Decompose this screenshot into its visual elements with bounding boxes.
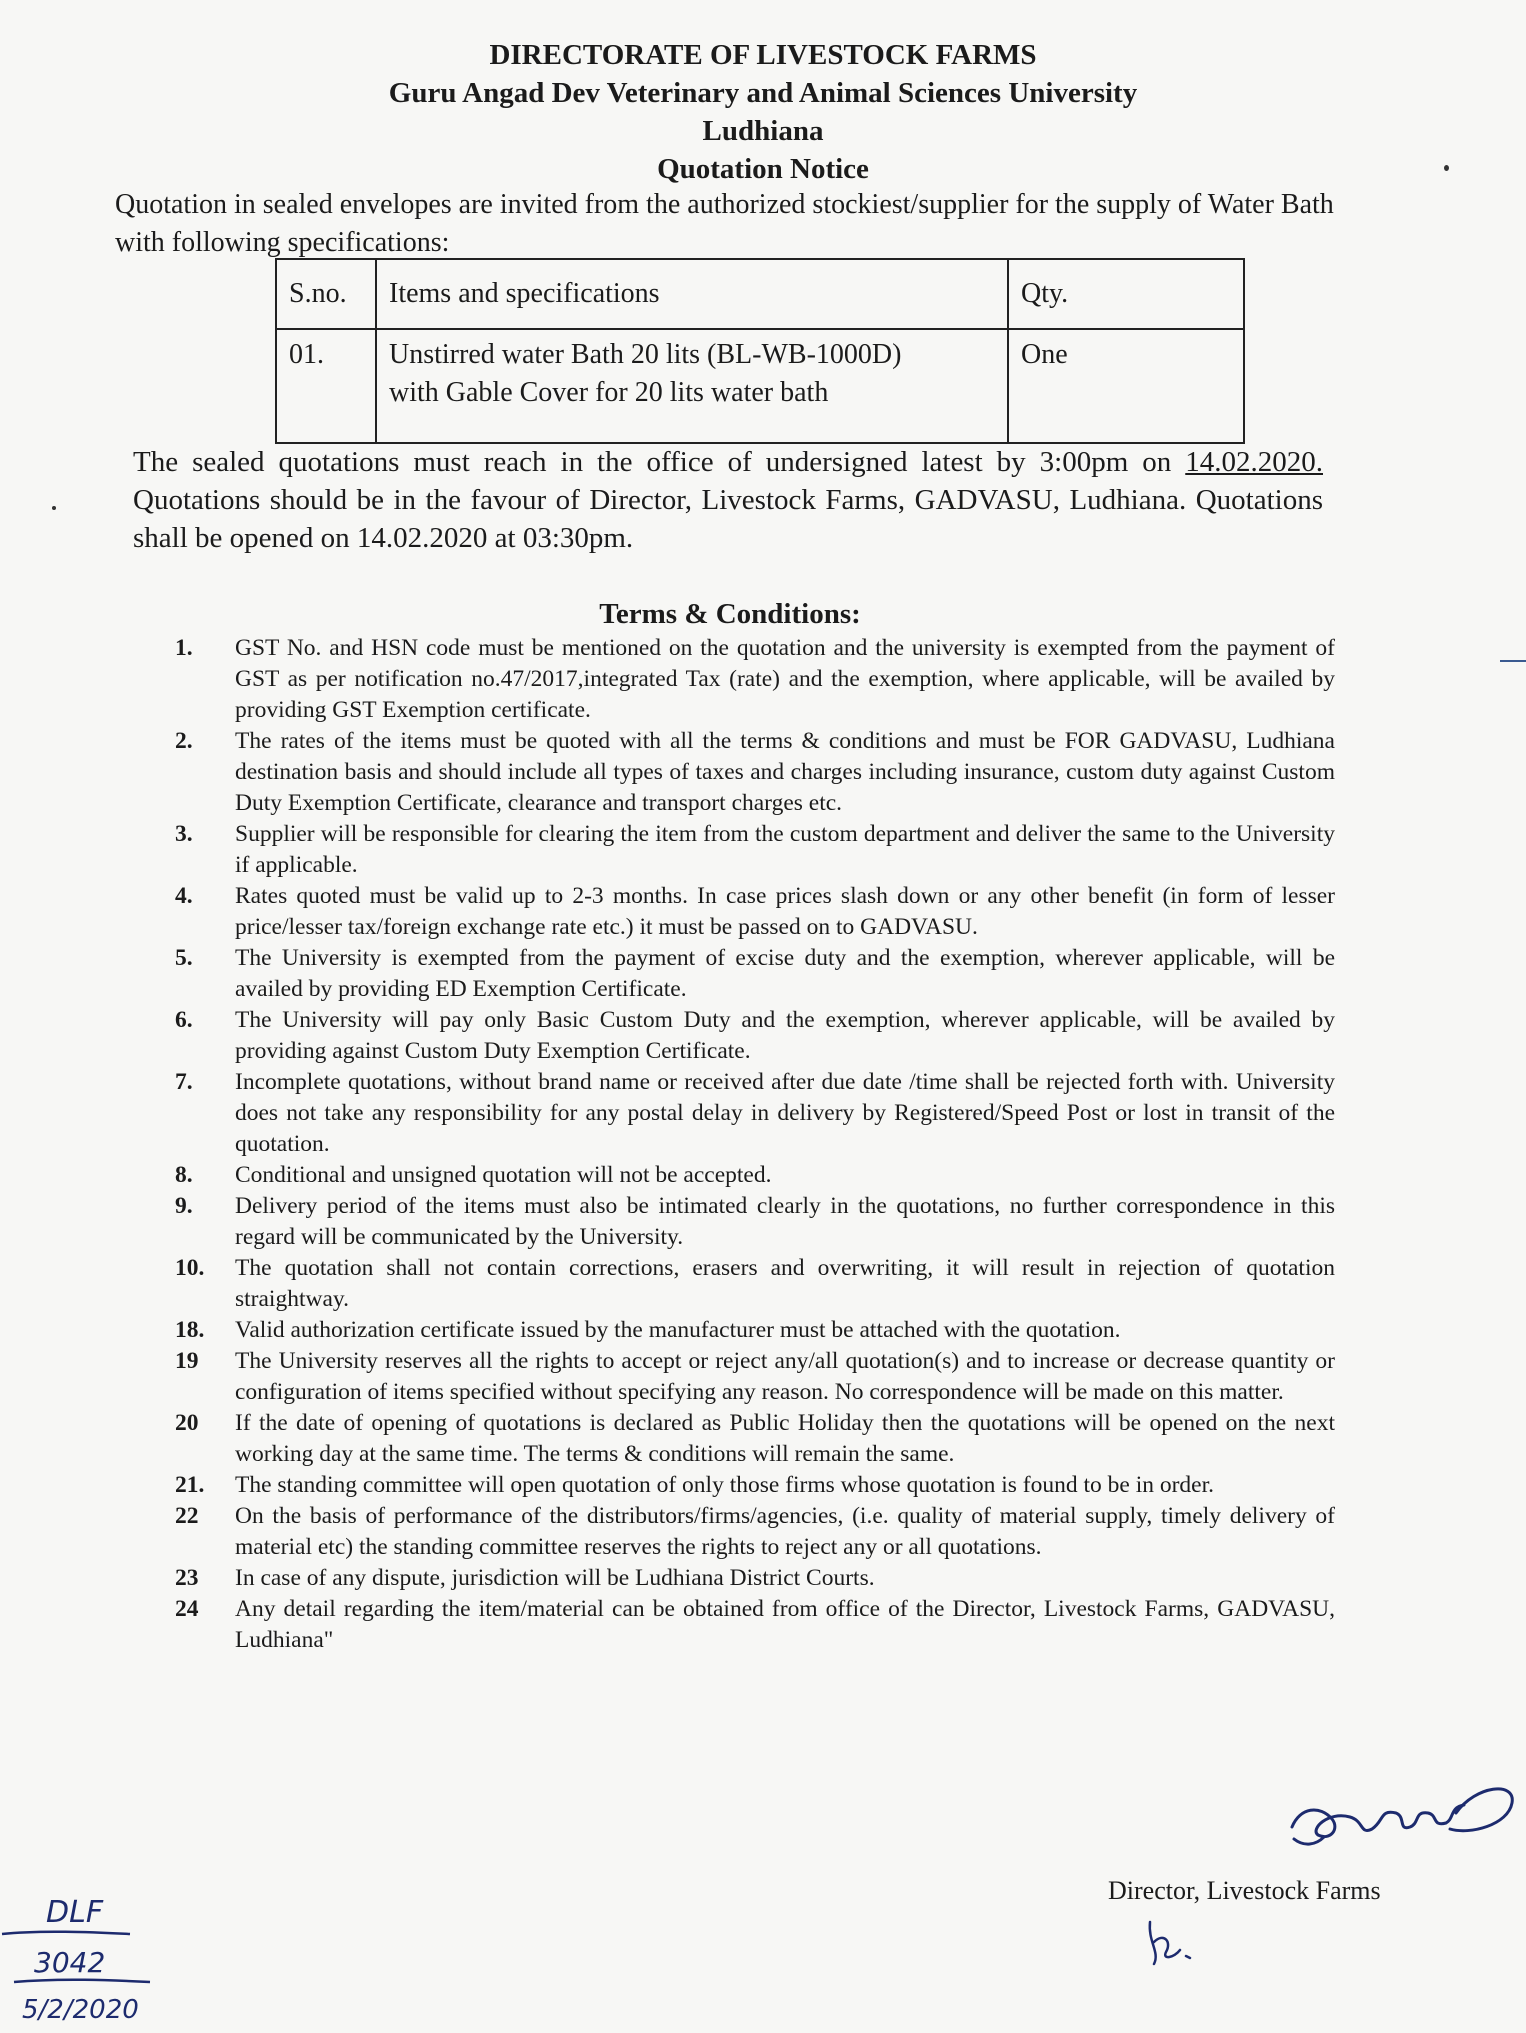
list-item	[175, 1067, 1335, 1160]
term-number: 20	[175, 1410, 199, 1436]
terms-title: Terms & Conditions:	[599, 598, 861, 630]
list-item	[175, 1315, 1335, 1346]
list-item	[175, 881, 1335, 943]
notice-part2: Quotations should be in the favour of Director, Livestock Farms, GADVASU, Ludhiana. Quotations shall be opened on 14.02.2020 at 03:30pm.	[133, 484, 1323, 554]
term-text: Conditional and unsigned quotation will not be accepted.	[235, 1162, 772, 1188]
handwritten-line3: 5/2/2020	[22, 1995, 139, 2025]
term-number: 3.	[175, 821, 193, 847]
row-item-line1: Unstirred water Bath 20 lits (BL-WB-1000D)	[389, 339, 902, 370]
term-text: On the basis of performance of the distributors/firms/agencies, (i.e. quality of material supply, timely delivery of material etc) the standing committee reserves the rights to reject any or all quotations.	[235, 1503, 1335, 1560]
term-number: 5.	[175, 945, 193, 971]
term-text: The University is exempted from the payment of excise duty and the exemption, wherever applicable, will be availed by providing ED Exemption Certificate.	[235, 945, 1335, 1002]
table-header-row	[276, 259, 1244, 329]
scan-speck	[52, 506, 56, 510]
row-sno: 01.	[276, 329, 376, 443]
handwritten-line2: 3042	[34, 1946, 106, 1979]
list-item	[175, 1191, 1335, 1253]
col-sno-header: S.no.	[276, 259, 376, 329]
term-number: 2.	[175, 728, 193, 754]
list-item	[175, 1470, 1335, 1501]
term-number: 22	[175, 1503, 199, 1529]
term-number: 4.	[175, 883, 193, 909]
term-number: 6.	[175, 1007, 193, 1033]
notice-date: 14.02.2020.	[1185, 446, 1323, 478]
term-text: The University reserves all the rights to accept or reject any/all quotation(s) and to increase or decrease quantity or configuration of items specified without specifying any reason. No correspondence will be made on this matter.	[235, 1348, 1335, 1405]
submission-notice	[133, 443, 1323, 557]
term-number: 21.	[175, 1472, 205, 1498]
term-text: Any detail regarding the item/material can be obtained from office of the Director, Livestock Farms, GADVASU, Ludhiana"	[235, 1596, 1335, 1653]
list-item	[175, 1408, 1335, 1470]
term-number: 9.	[175, 1193, 193, 1219]
term-number: 8.	[175, 1162, 193, 1188]
scan-speck	[1444, 165, 1449, 171]
row-item	[376, 329, 1008, 443]
table-row	[276, 329, 1244, 443]
city-heading: Ludhiana	[702, 115, 824, 147]
initials-mark	[1140, 1912, 1210, 1972]
term-number: 18.	[175, 1317, 205, 1343]
term-text: If the date of opening of quotations is declared as Public Holiday then the quotations will be opened on the next working day at the same time. The terms & conditions will remain the same.	[235, 1410, 1335, 1467]
term-text: Valid authorization certificate issued by the manufacturer must be attached with the quotation.	[235, 1317, 1121, 1343]
handwritten-dispatch-note	[0, 1882, 200, 2032]
term-text: In case of any dispute, jurisdiction will be Ludhiana District Courts.	[235, 1565, 875, 1591]
notice-part1: The sealed quotations must reach in the office of undersigned latest by 3:00pm on	[133, 446, 1186, 478]
row-item-line2: with Gable Cover for 20 lits water bath	[389, 377, 829, 408]
term-number: 23	[175, 1565, 199, 1591]
specifications-table	[275, 258, 1245, 444]
notice-title: Quotation Notice	[657, 153, 869, 185]
term-number: 1.	[175, 635, 193, 661]
col-items-header: Items and specifications	[376, 259, 1008, 329]
term-text: Rates quoted must be valid up to 2-3 months. In case prices slash down or any other benefit (in form of lesser price/lesser tax/foreign exchange rate etc.) it must be passed on to GADVASU.	[235, 883, 1335, 940]
list-item	[175, 1346, 1335, 1408]
col-qty-header: Qty.	[1008, 259, 1244, 329]
university-heading: Guru Angad Dev Veterinary and Animal Sciences University	[388, 77, 1138, 109]
list-item	[175, 1594, 1335, 1656]
handwritten-line1: DLF	[46, 1895, 104, 1930]
term-number: 7.	[175, 1069, 193, 1095]
row-qty: One	[1008, 329, 1244, 443]
list-item	[175, 726, 1335, 819]
terms-list	[175, 633, 1335, 1656]
list-item	[175, 1253, 1335, 1315]
signature-label: Director, Livestock Farms	[1108, 1876, 1381, 1905]
term-text: Supplier will be responsible for clearing the item from the custom department and deliver the same to the University if applicable.	[235, 821, 1335, 878]
term-text: The quotation shall not contain corrections, erasers and overwriting, it will result in rejection of quotation straightway.	[235, 1255, 1335, 1312]
list-item	[175, 633, 1335, 726]
term-text: Incomplete quotations, without brand name or received after due date /time shall be rejected forth with. University does not take any responsibility for any postal delay in delivery by Registered/Speed Post or lost in transit of the quotation.	[235, 1069, 1335, 1157]
list-item	[175, 819, 1335, 881]
list-item	[175, 1160, 1335, 1191]
term-text: GST No. and HSN code must be mentioned on the quotation and the university is exempted from the payment of GST as per notification no.47/2017,integrated Tax (rate) and the exemption, where applicable, will be availed by providing GST Exemption certificate.	[235, 635, 1335, 723]
term-text: Delivery period of the items must also be intimated clearly in the quotations, no further correspondence in this regard will be communicated by the University.	[235, 1193, 1335, 1250]
term-text: The University will pay only Basic Custom Duty and the exemption, wherever applicable, will be availed by providing against Custom Duty Exemption Certificate.	[235, 1007, 1335, 1064]
term-number: 24	[175, 1596, 199, 1622]
list-item	[175, 943, 1335, 1005]
term-number: 10.	[175, 1255, 205, 1281]
director-signature	[1280, 1755, 1520, 1865]
intro-paragraph: Quotation in sealed envelopes are invited from the authorized stockiest/supplier for the supply of Water Bath with following specifications:	[115, 189, 1334, 258]
list-item	[175, 1563, 1335, 1594]
term-number: 19	[175, 1348, 199, 1374]
directorate-heading: DIRECTORATE OF LIVESTOCK FARMS	[489, 39, 1037, 71]
term-text: The standing committee will open quotation of only those firms whose quotation is found to be in order.	[235, 1472, 1215, 1498]
list-item	[175, 1501, 1335, 1563]
list-item	[175, 1005, 1335, 1067]
scan-edge-mark	[1500, 660, 1526, 662]
term-text: The rates of the items must be quoted with all the terms & conditions and must be FOR GADVASU, Ludhiana destination basis and should include all types of taxes and charges including insurance, custom duty against Custom Duty Exemption Certificate, clearance and transport charges etc.	[235, 728, 1335, 816]
